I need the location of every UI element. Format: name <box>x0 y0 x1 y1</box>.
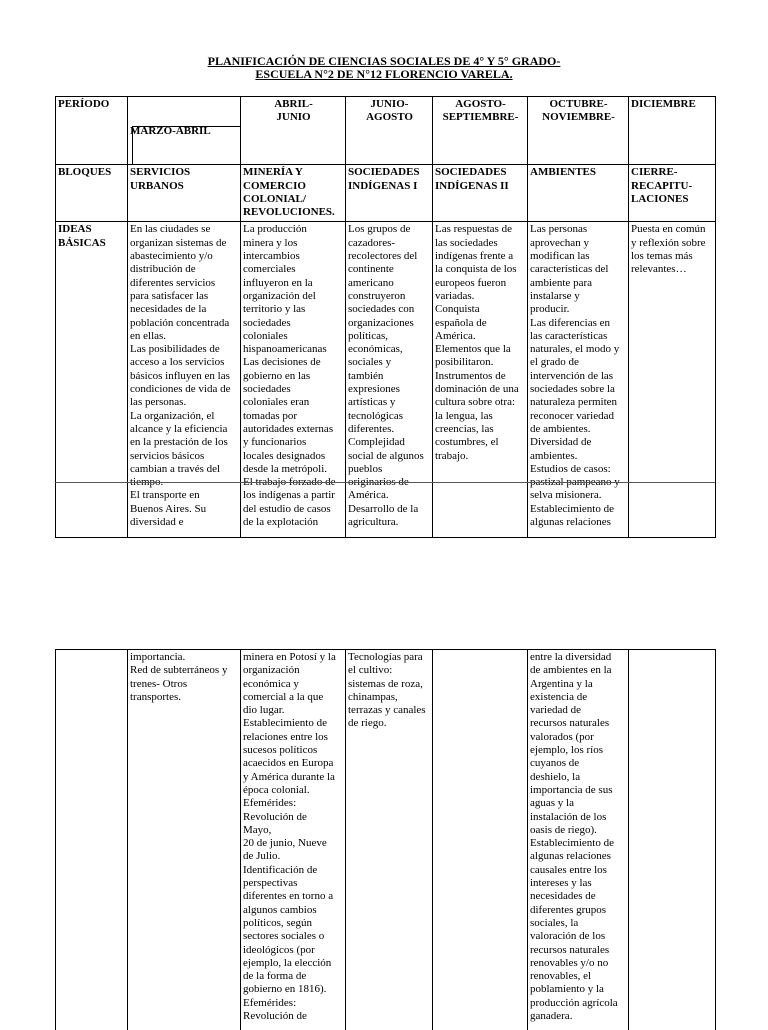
period-cell <box>128 97 241 165</box>
period-cell: AGOSTO- SEPTIEMBRE- <box>433 97 528 165</box>
ideas-cell: importancia. Red de subterráneos y trenes- Otros transportes. <box>128 650 241 1030</box>
ideas-cell: Puesta en común y reflexión sobre los temas más relevantes… <box>629 222 716 538</box>
bloque-cell: SERVICIOS URBANOS <box>128 165 241 222</box>
bloque-cell: CIERRE- RECAPITU- LACIONES <box>629 165 716 222</box>
row-ideas-continued <box>56 650 716 1030</box>
planning-table-page-2 <box>55 649 716 1030</box>
row-periodo <box>56 97 716 165</box>
row-header-periodo: PERÍODO <box>56 97 128 165</box>
ideas-cell <box>629 650 716 1030</box>
period-cell: OCTUBRE- NOVIEMBRE- <box>528 97 629 165</box>
bloque-cell: AMBIENTES <box>528 165 629 222</box>
planning-table-page-1 <box>55 96 716 538</box>
row-header-bloques: BLOQUES <box>56 165 128 222</box>
ideas-cell: En las ciudades se organizan sistemas de abastecimiento y/o distribución de diferentes servicios para satisfacer las necesidades de la población concentrada en ellas. Las posibilidades de acceso a los servicios básicos influyen en las condiciones de vida de las personas. La organización, el alcance y la eficiencia en la prestación de los servicios básicos cambian a través del tiempo. El transporte en Buenos Aires. Su diversidad e <box>128 222 241 538</box>
ideas-cell: entre la diversidad de ambientes en la Argentina y la existencia de variedad de recursos naturales valorados (por ejemplo, los ríos cuyanos de deshielo, la importancia de sus aguas y la instalación de los oasis de riego). Establecimiento de algunas relaciones causales entre los intereses y las necesidades de diferentes grupos sociales, la valoración de los recursos naturales renovables y/o no renovables, el poblamiento y la producción agrícola ganadera. <box>528 650 629 1030</box>
ideas-cell: Las personas aprovechan y modifican las características del ambiente para instalarse y producir. Las diferencias en las características naturales, el modo y el grado de intervención de las sociedades sobre la naturaleza permiten reconocer variedad de ambientes. Diversidad de ambientes. Estudios de casos: pastizal pampeano y selva misionera. Establecimiento de algunas relaciones <box>528 222 629 538</box>
period-cell: DICIEMBRE <box>629 97 716 165</box>
ideas-cell: minera en Potosí y la organización económica y comercial a la que dio lugar. Establecimiento de relaciones entre los sucesos políticos acaecidos en Europa y América durante la época colonial. Efemérides: Revolución de Mayo, 20 de junio, Nueve de Julio. Identificación de perspectivas diferentes en torno a algunos cambios políticos, según sectores sociales o ideológicos (por ejemplo, la elección de la forma de gobierno en 1816). Efemérides: Revolución de <box>241 650 346 1030</box>
ideas-cell: La producción minera y los intercambios comerciales influyeron en la organización del territorio y las sociedades coloniales hispanoamericanas Las decisiones de gobierno en las sociedades coloniales eran tomadas por autoridades externas y funcionarios locales designados desde la metrópoli. El trabajo forzado de los indígenas a partir del estudio de casos de la explotación <box>241 222 346 538</box>
title-line-2: ESCUELA N°2 DE N°12 FLORENCIO VARELA. <box>255 67 513 81</box>
ideas-cell <box>56 650 128 1030</box>
empty-box <box>132 126 241 165</box>
title-line-1: PLANIFICACIÓN DE CIENCIAS SOCIALES DE 4° Y 5° GRADO- <box>207 54 561 68</box>
ideas-cell: Las respuestas de las sociedades indígenas frente a la conquista de los europeos fueron variadas. Conquista española de América. Elementos que la posibilitaron. Instrumentos de dominación de una cultura sobre otra: la lengua, las creencias, las costumbres, el trabajo. <box>433 222 528 538</box>
ideas-cell: Tecnologías para el cultivo: sistemas de roza, chinampas, terrazas y canales de riego. <box>346 650 433 1030</box>
row-header-ideas: IDEAS BÁSICAS <box>56 222 128 538</box>
bloque-cell: SOCIEDADES INDÍGENAS II <box>433 165 528 222</box>
row-ideas <box>56 222 716 538</box>
ideas-cell: Los grupos de cazadores- recolectores del continente americano construyeron sociedades con organizaciones políticas, económicas, sociales y también expresiones artísticas y tecnológicas diferentes. Complejidad social de algunos pueblos originarios de América. Desarrollo de la agricultura. <box>346 222 433 538</box>
ideas-cell <box>433 650 528 1030</box>
bloque-cell: SOCIEDADES INDÍGENAS I <box>346 165 433 222</box>
period-cell: ABRIL- JUNIO <box>241 97 346 165</box>
period-cell: JUNIO- AGOSTO <box>346 97 433 165</box>
document-title <box>0 55 768 81</box>
period-label: MARZO-ABRIL <box>130 124 211 137</box>
bloque-cell: MINERÍA Y COMERCIO COLONIAL/ REVOLUCIONES. <box>241 165 346 222</box>
row-bloques <box>56 165 716 222</box>
